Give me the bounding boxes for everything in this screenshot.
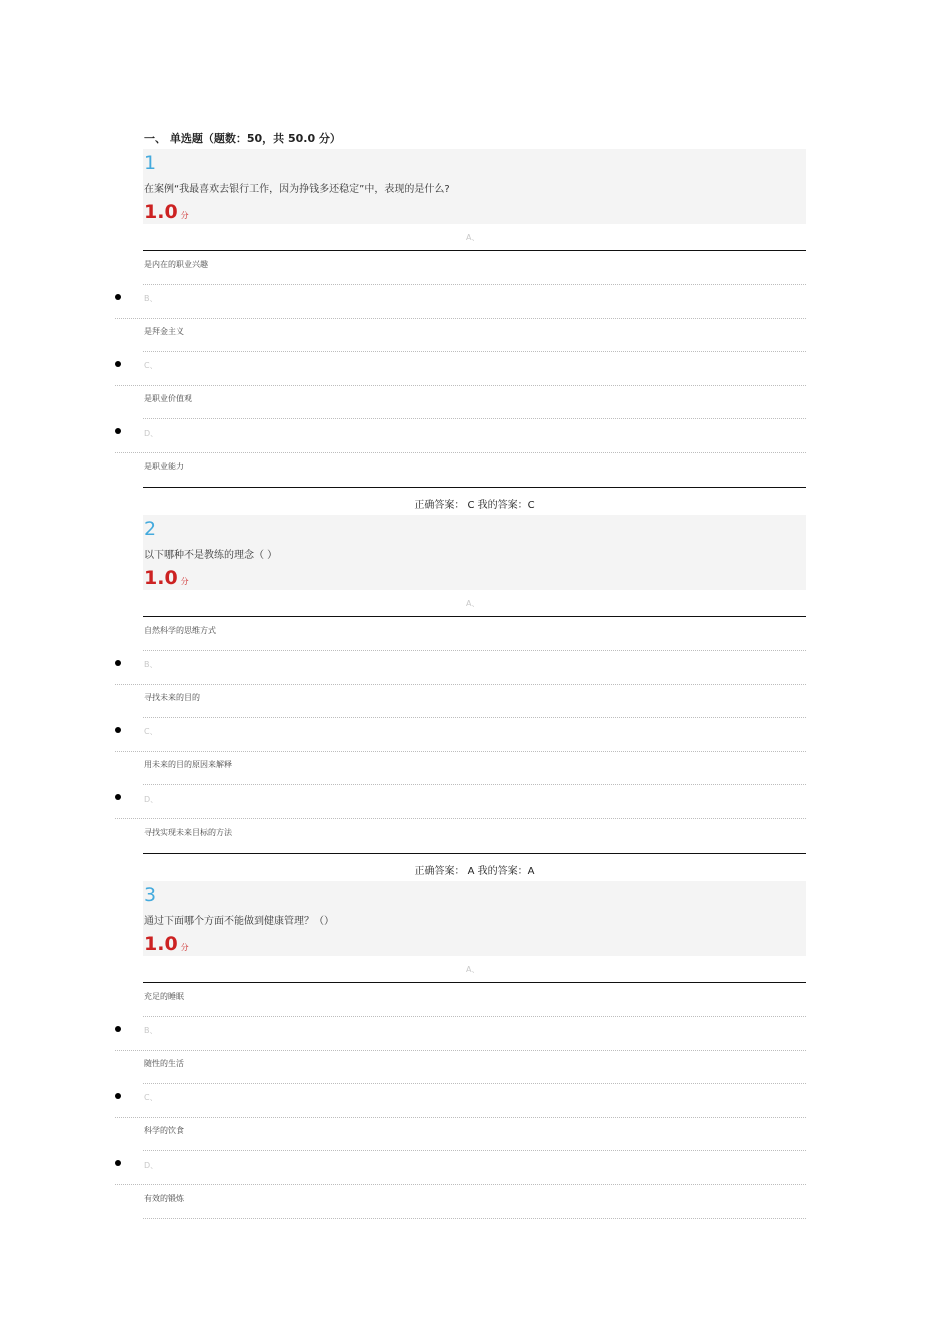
bullet-icon [115, 727, 121, 733]
question-score [144, 201, 189, 223]
dotted-divider [143, 717, 806, 718]
option-c-letter: C、 [144, 1093, 158, 1102]
option-d-letter: D、 [144, 795, 159, 804]
option-a-letter: A、 [466, 599, 480, 608]
option-a-text[interactable]: 是内在的职业兴趣 [144, 260, 208, 269]
question-text: 以下哪种不是教练的理念（ ） [144, 550, 278, 561]
option-d-letter: D、 [144, 1161, 159, 1170]
option-c-letter: C、 [144, 727, 158, 736]
question-number: 3 [144, 884, 157, 906]
question-score [144, 567, 189, 589]
bullet-icon [115, 428, 121, 434]
option-d-text[interactable]: 寻找实现未来目标的方法 [144, 828, 232, 837]
divider [143, 616, 806, 617]
dotted-divider [143, 650, 806, 651]
dotted-divider [143, 284, 806, 285]
question-header [143, 149, 806, 224]
dotted-divider [143, 351, 806, 352]
dotted-divider [115, 318, 806, 319]
dotted-divider [115, 1050, 806, 1051]
score-value: 1.0 [144, 933, 178, 955]
question-number: 1 [144, 152, 157, 174]
divider [143, 982, 806, 983]
option-d-text[interactable]: 是职业能力 [144, 462, 184, 471]
bullet-icon [115, 660, 121, 666]
divider [143, 853, 806, 854]
dotted-divider [143, 1016, 806, 1017]
dotted-divider [143, 418, 806, 419]
score-value: 1.0 [144, 201, 178, 223]
option-b-letter: B、 [144, 294, 158, 303]
option-c-text[interactable]: 科学的饮食 [144, 1126, 184, 1135]
divider [143, 250, 806, 251]
question-text: 在案例“我最喜欢去银行工作，因为挣钱多还稳定”中，表现的是什么? [144, 184, 450, 195]
bullet-icon [115, 1026, 121, 1032]
bullet-icon [115, 794, 121, 800]
dotted-divider [143, 1218, 806, 1219]
question-text: 通过下面哪个方面不能做到健康管理？（） [144, 916, 334, 927]
question-header [143, 881, 806, 956]
option-a-text[interactable]: 充足的睡眠 [144, 992, 184, 1001]
question-score [144, 933, 189, 955]
bullet-icon [115, 294, 121, 300]
dotted-divider [115, 751, 806, 752]
option-a-letter: A、 [466, 233, 480, 242]
bullet-icon [115, 361, 121, 367]
dotted-divider [143, 1150, 806, 1151]
score-value: 1.0 [144, 567, 178, 589]
bullet-icon [115, 1093, 121, 1099]
dotted-divider [143, 1083, 806, 1084]
answer-line: 正确答案： C 我的答案：C [414, 500, 535, 511]
option-b-text[interactable]: 随性的生活 [144, 1059, 184, 1068]
option-c-letter: C、 [144, 361, 158, 370]
dotted-divider [143, 784, 806, 785]
option-c-text[interactable]: 是职业价值观 [144, 394, 192, 403]
section-title: 一、 单选题（题数：50，共 50.0 分） [144, 132, 341, 145]
dotted-divider [115, 1184, 806, 1185]
score-unit: 分 [180, 211, 189, 220]
option-b-letter: B、 [144, 1026, 158, 1035]
score-unit: 分 [180, 943, 189, 952]
dotted-divider [115, 818, 806, 819]
option-d-text[interactable]: 有效的锻炼 [144, 1194, 184, 1203]
dotted-divider [115, 385, 806, 386]
option-b-text[interactable]: 是拜金主义 [144, 327, 184, 336]
dotted-divider [115, 684, 806, 685]
option-a-text[interactable]: 自然科学的思维方式 [144, 626, 216, 635]
option-b-letter: B、 [144, 660, 158, 669]
option-a-letter: A、 [466, 965, 480, 974]
dotted-divider [115, 452, 806, 453]
dotted-divider [115, 1117, 806, 1118]
bullet-icon [115, 1160, 121, 1166]
question-header [143, 515, 806, 590]
option-d-letter: D、 [144, 429, 159, 438]
score-unit: 分 [180, 577, 189, 586]
divider [143, 487, 806, 488]
question-number: 2 [144, 518, 157, 540]
answer-line: 正确答案： A 我的答案：A [414, 866, 535, 877]
option-b-text[interactable]: 寻找未来的目的 [144, 693, 200, 702]
option-c-text[interactable]: 用未来的目的原因来解释 [144, 760, 232, 769]
